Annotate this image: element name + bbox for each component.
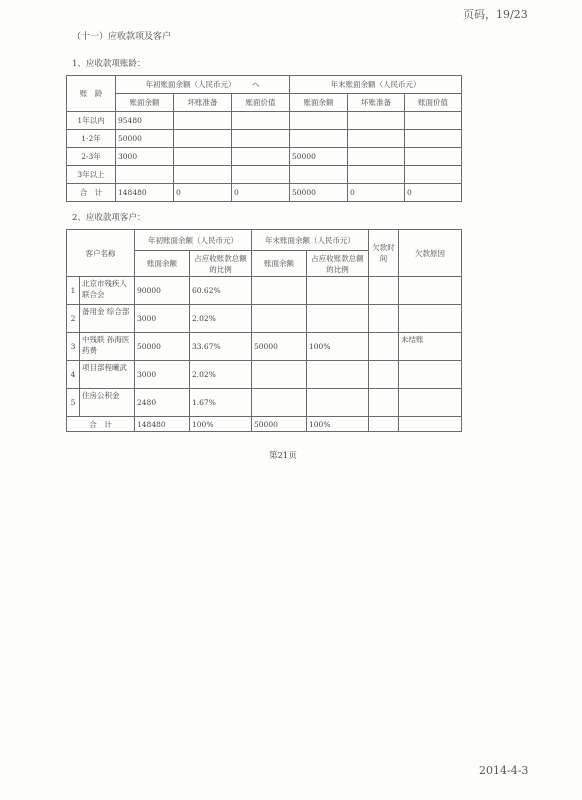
table-cell — [405, 112, 462, 130]
section-title: （十一）应收款项及客户 — [72, 32, 172, 42]
row-index: 5 — [67, 389, 80, 417]
table-row — [67, 130, 462, 148]
table-cell: 0 — [174, 184, 232, 202]
table-cell — [252, 277, 307, 305]
table-cell — [369, 277, 399, 305]
col-header: 账面余额 — [252, 251, 307, 277]
date-stamp: 2014-4-3 — [479, 764, 529, 777]
row-index: 2 — [67, 305, 80, 333]
table-row — [67, 389, 462, 417]
table-cell: 1.67% — [190, 389, 252, 417]
table-cell: 50000 — [252, 417, 307, 432]
table-cell: 2480 — [135, 389, 190, 417]
col-header: 账面价值 — [232, 94, 290, 112]
col-header: 坏账准备 — [174, 94, 232, 112]
overdue-reason-header: 欠款原因 — [399, 230, 462, 277]
table-cell — [307, 277, 369, 305]
row-label: 合 计 — [67, 184, 116, 202]
customer-table-title: 2、应收款项客户： — [72, 213, 146, 223]
table-cell — [232, 130, 290, 148]
table-row — [67, 333, 462, 361]
table-cell — [348, 130, 405, 148]
customer-name: 中残联 孙海医药费 — [80, 333, 135, 361]
overdue-time-header: 欠款时间 — [369, 230, 399, 277]
table-cell — [369, 305, 399, 333]
table-cell — [399, 417, 462, 432]
table-row — [67, 112, 462, 130]
table-cell: 50000 — [290, 184, 348, 202]
table-cell: 2.02% — [190, 361, 252, 389]
table-cell: 0 — [348, 184, 405, 202]
begin-balance-mark: へ — [251, 80, 260, 89]
table-cell — [369, 389, 399, 417]
col-header: 占应收账款总额的比例 — [190, 251, 252, 277]
page-number-label: 页码，19/23 — [463, 8, 528, 21]
begin-balance-group-header — [116, 76, 290, 94]
table-cell: 148480 — [135, 417, 190, 432]
table-row — [67, 148, 462, 166]
table-cell: 50000 — [290, 148, 348, 166]
table-cell — [252, 305, 307, 333]
table-cell: 100% — [307, 417, 369, 432]
table-row — [67, 305, 462, 333]
table-cell — [232, 166, 290, 184]
row-label: 1年以内 — [67, 112, 116, 130]
row-label: 3年以上 — [67, 166, 116, 184]
table-cell — [174, 112, 232, 130]
receivables-aging-table — [66, 75, 462, 202]
table-cell — [252, 361, 307, 389]
table-row-total — [67, 417, 462, 432]
table-cell — [348, 166, 405, 184]
row-index: 4 — [67, 361, 80, 389]
row-index: 1 — [67, 277, 80, 305]
table-cell: 90000 — [135, 277, 190, 305]
table-row — [67, 361, 462, 389]
table-cell — [174, 166, 232, 184]
table-cell — [307, 305, 369, 333]
table-cell: 0 — [232, 184, 290, 202]
table-cell — [307, 389, 369, 417]
table-cell — [252, 389, 307, 417]
table-cell — [232, 148, 290, 166]
customer-name: 北京市残疾人联合会 — [80, 277, 135, 305]
table-row-total — [67, 184, 462, 202]
table-cell — [369, 333, 399, 361]
table-cell: 3000 — [135, 305, 190, 333]
table-cell: 未结账 — [399, 333, 462, 361]
aging-table-title: 1、应收款项账龄： — [72, 59, 146, 69]
begin-balance-group-label: 年初账面余额（人民币元） — [145, 80, 236, 89]
table-cell — [348, 112, 405, 130]
table-cell: 50000 — [135, 333, 190, 361]
table-cell: 3000 — [116, 148, 174, 166]
table-cell — [399, 361, 462, 389]
table-cell — [290, 130, 348, 148]
table-cell: 50000 — [252, 333, 307, 361]
row-label: 2-3年 — [67, 148, 116, 166]
customer-name: 备用金 综合部 — [80, 305, 135, 333]
table-row — [67, 277, 462, 305]
table-row — [67, 166, 462, 184]
table-cell — [290, 112, 348, 130]
table-cell: 148480 — [116, 184, 174, 202]
table-cell: 95480 — [116, 112, 174, 130]
table-cell — [232, 112, 290, 130]
table-cell — [116, 166, 174, 184]
table-cell — [399, 305, 462, 333]
col-header: 账面价值 — [405, 94, 462, 112]
customer-name: 项目部程曦武 — [80, 361, 135, 389]
table-cell — [399, 389, 462, 417]
receivables-customer-table — [66, 229, 462, 432]
col-header: 占应收账款总额的比例 — [307, 251, 369, 277]
table-cell — [405, 148, 462, 166]
col-header: 账面余额 — [135, 251, 190, 277]
end-balance-group-header: 年末账面余额（人民币元） — [290, 76, 462, 94]
row-label: 1-2年 — [67, 130, 116, 148]
table-cell: 33.67% — [190, 333, 252, 361]
customer-name-header: 客户名称 — [67, 230, 135, 277]
table-cell: 50000 — [116, 130, 174, 148]
table-cell: 100% — [190, 417, 252, 432]
table-cell — [348, 148, 405, 166]
customer-name: 住房公积金 — [80, 389, 135, 417]
table-cell: 60.62% — [190, 277, 252, 305]
table-cell: 100% — [307, 333, 369, 361]
table-cell — [307, 361, 369, 389]
end-balance-group-header: 年末账面余额（人民币元） — [252, 230, 369, 251]
table-cell: 0 — [405, 184, 462, 202]
begin-balance-group-header: 年初账面余额（人民币元） — [135, 230, 252, 251]
table-cell: 2.02% — [190, 305, 252, 333]
table-cell — [174, 130, 232, 148]
table-cell — [405, 130, 462, 148]
col-header: 账面余额 — [290, 94, 348, 112]
table-cell — [405, 166, 462, 184]
footer-page-number: 第21页 — [269, 451, 297, 461]
table-cell — [174, 148, 232, 166]
col-header: 账面余额 — [116, 94, 174, 112]
table-cell — [399, 277, 462, 305]
table-cell: 3000 — [135, 361, 190, 389]
table-cell — [369, 361, 399, 389]
age-header: 账 龄 — [67, 76, 116, 112]
table-cell — [369, 417, 399, 432]
total-label: 合 计 — [67, 417, 135, 432]
table-cell — [290, 166, 348, 184]
row-index: 3 — [67, 333, 80, 361]
col-header: 坏账准备 — [348, 94, 405, 112]
